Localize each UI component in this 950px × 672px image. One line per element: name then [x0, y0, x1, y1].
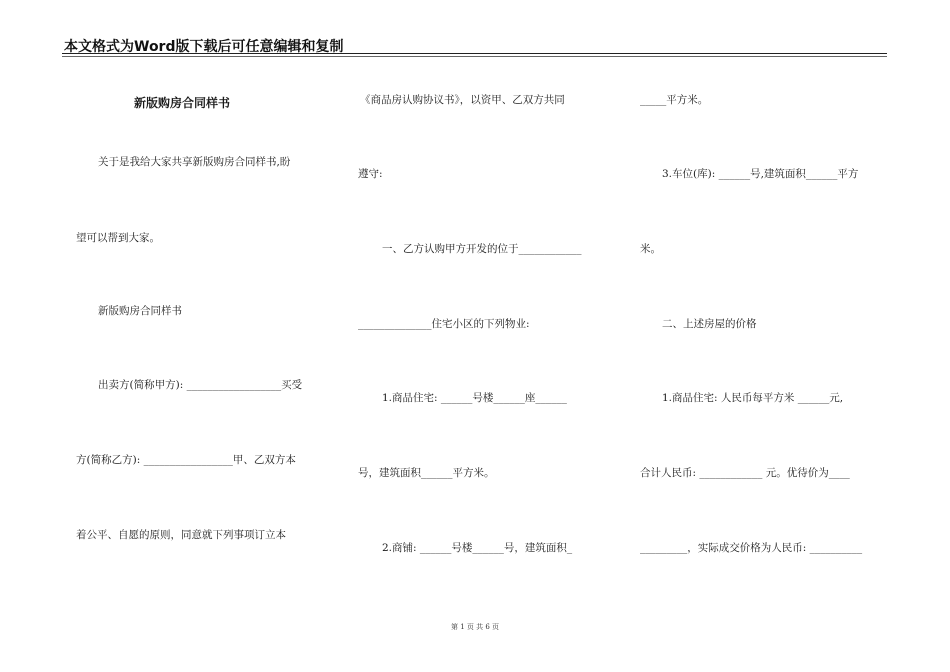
document-title: 新版购房合同样书 [134, 96, 231, 110]
col1-line-6: 着公平、自愿的原则，同意就下列事项订立本 [76, 529, 286, 541]
col1-line-2: 望可以帮到大家。 [76, 232, 160, 244]
col3-line-4: 二、上述房屋的价格 [662, 318, 757, 330]
col3-line-5: 1.商品住宅: 人民币每平方米 ______元, [662, 392, 844, 404]
col2-line-5: 1.商品住宅: ______号楼______座______ [382, 392, 567, 404]
col2-line-7: 2.商铺: ______号楼______号，建筑面积_ [382, 542, 573, 554]
col2-line-6: 号，建筑面积______平方米。 [358, 467, 495, 479]
col1-line-4: 出卖方(简称甲方): __________________买受 [98, 379, 303, 391]
col2-line-4: ______________住宅小区的下列物业: [358, 318, 530, 330]
col1-line-1: 关于是我给大家共享新版购房合同样书,盼 [98, 156, 291, 168]
header-rule [62, 53, 887, 54]
col1-line-3: 新版购房合同样书 [98, 305, 182, 317]
col3-line-7: _________，实际成交价格为人民币: __________ [640, 542, 863, 554]
col3-line-3: 米。 [640, 243, 661, 255]
col1-line-5: 方(简称乙方): _________________甲、乙双方本 [76, 454, 296, 466]
header-rule-thin [62, 56, 887, 57]
col3-line-2: 3.车位(库): ______号,建筑面积______平方 [662, 168, 859, 180]
col3-line-6: 合计人民币: ____________ 元。优待价为____ [640, 467, 850, 479]
page-number: 第 1 页 共 6 页 [450, 623, 500, 631]
col3-line-1: _____平方米。 [640, 94, 709, 106]
document-format-banner: 本文格式为Word版下载后可任意编辑和复制 [64, 39, 344, 55]
col2-line-2: 遵守: [358, 168, 383, 180]
col2-line-1: 《商品房认购协议书》，以资甲、乙双方共同 [360, 94, 565, 106]
col2-line-3: 一、乙方认购甲方开发的位于____________ [382, 243, 582, 255]
